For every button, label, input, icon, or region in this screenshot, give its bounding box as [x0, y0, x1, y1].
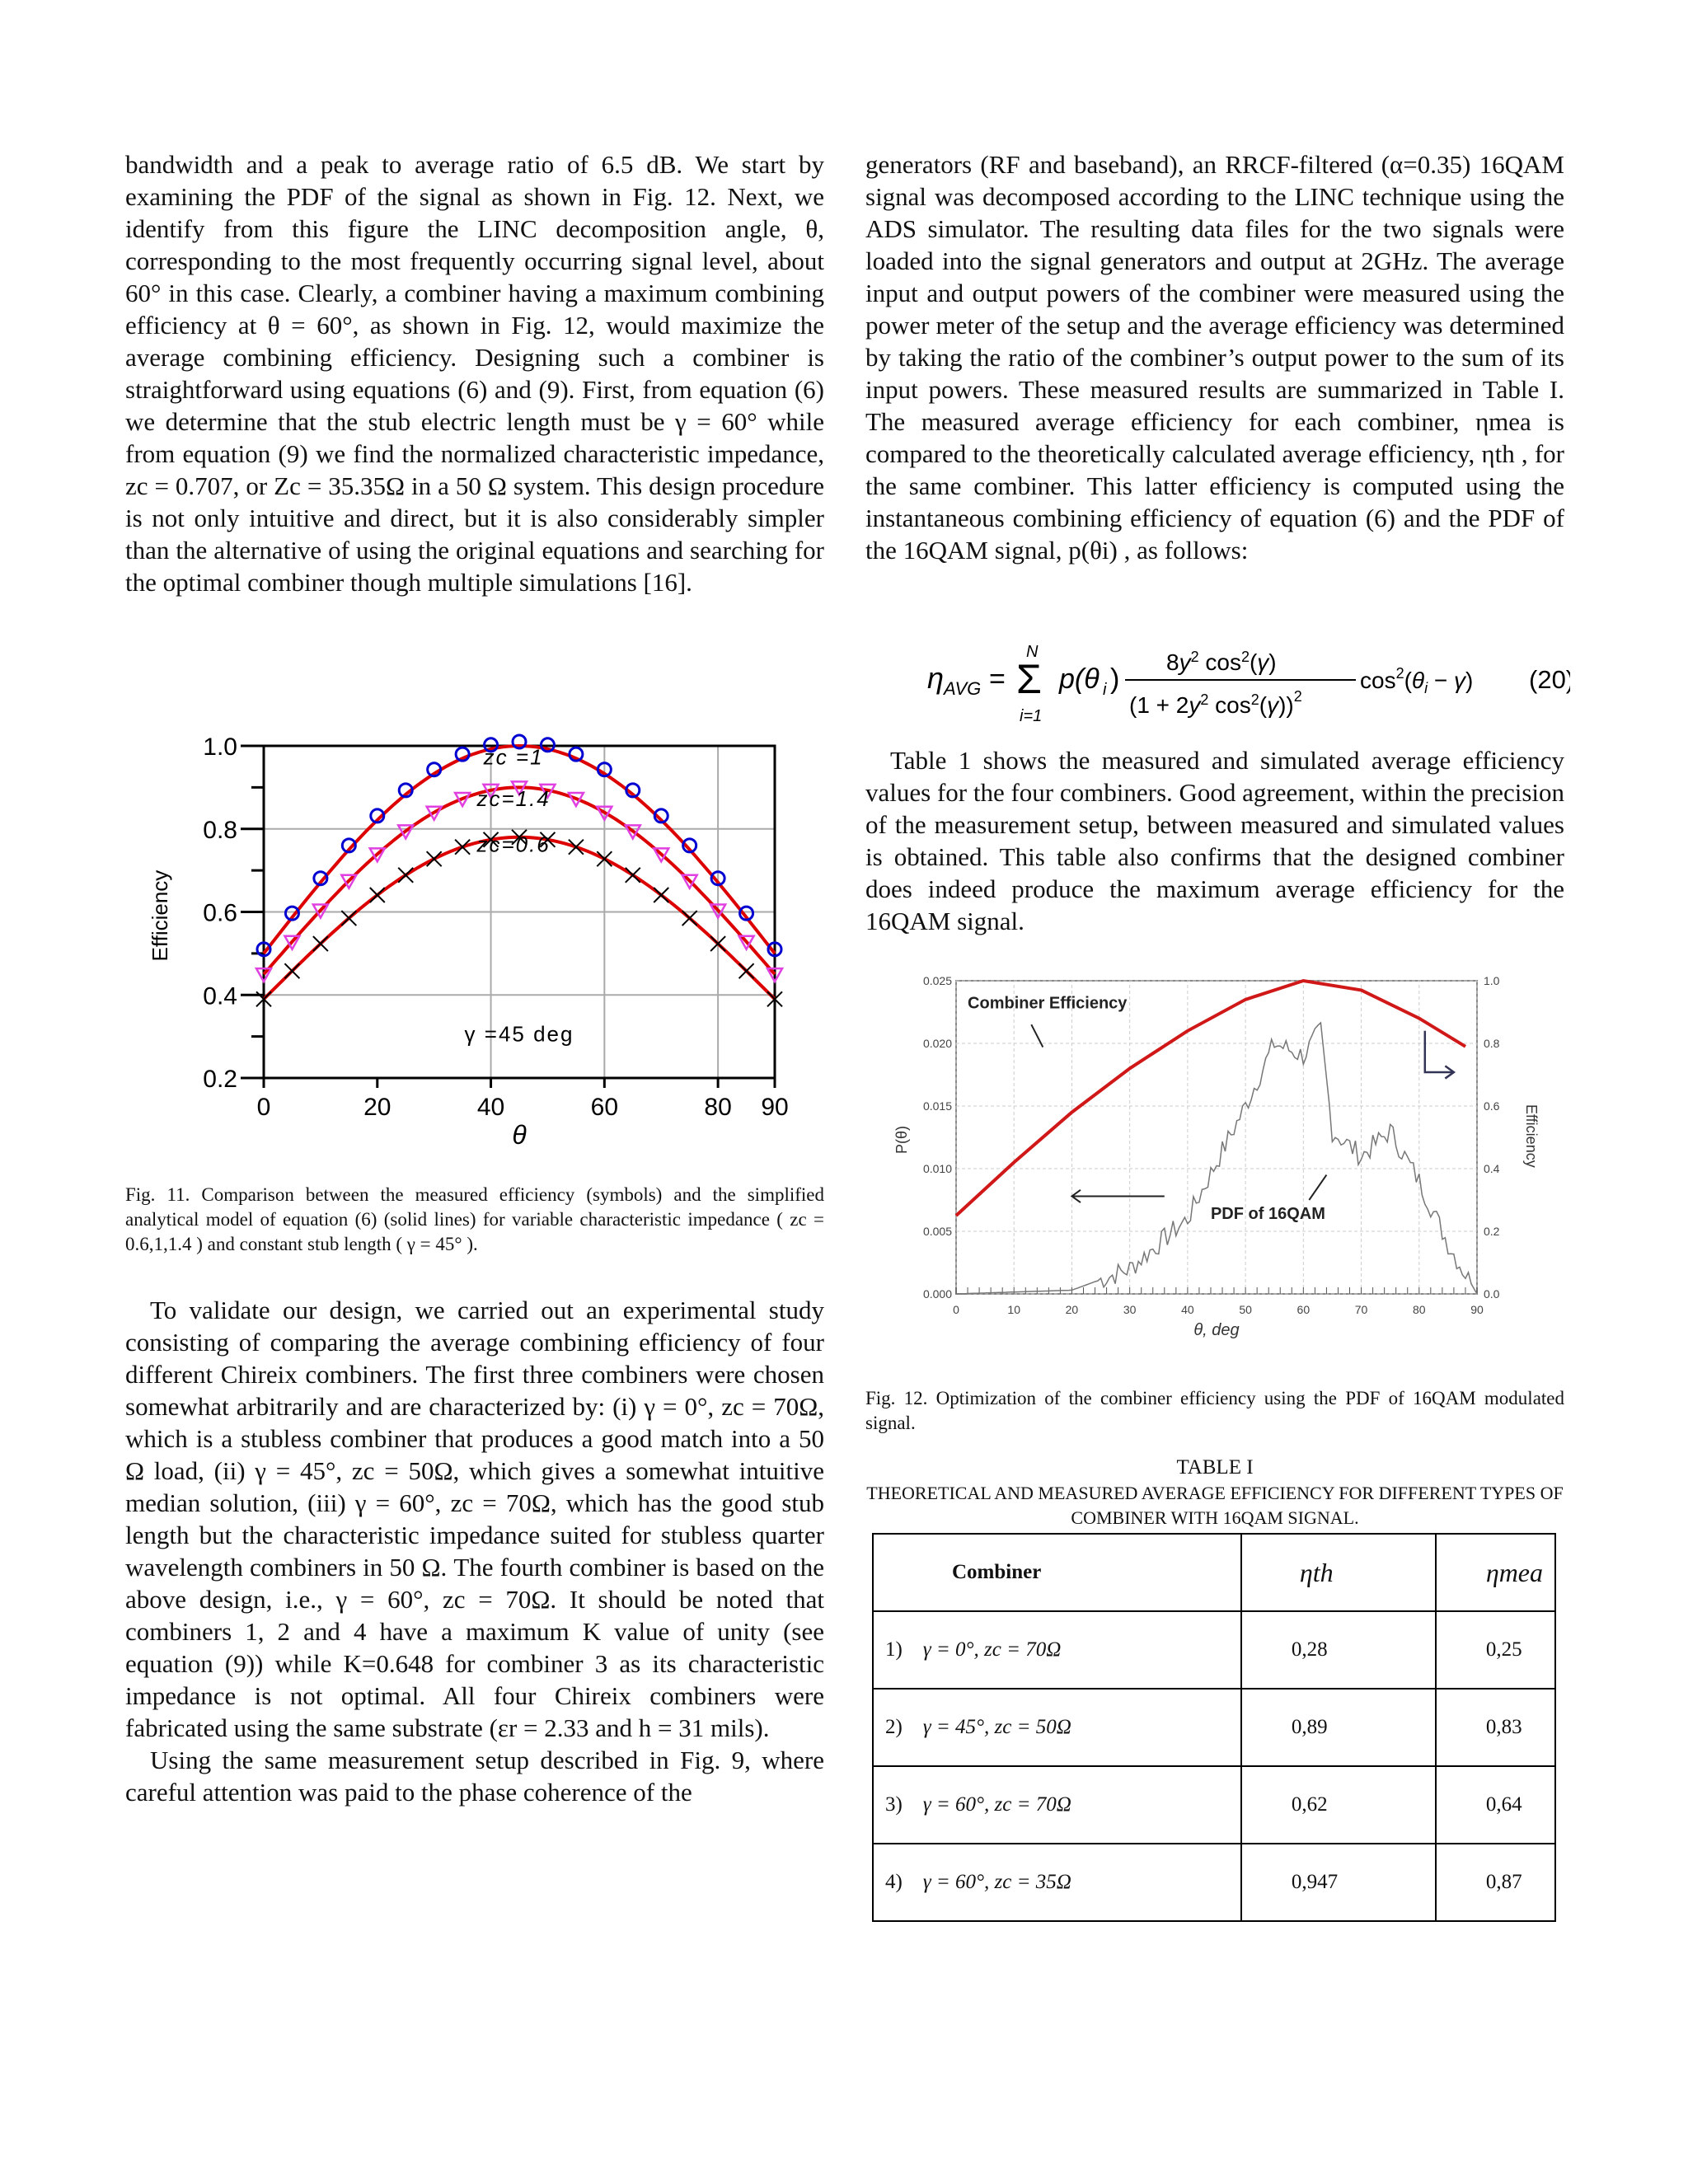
row-eta-mea: 0,83	[1436, 1689, 1555, 1766]
data-point	[313, 936, 328, 951]
results-table	[872, 1533, 1556, 1922]
y-tick-label: 1.0	[203, 733, 237, 761]
series-label: zc =1	[483, 744, 544, 770]
y-tick-label: 0.6	[203, 899, 237, 927]
table-row	[873, 1766, 1555, 1844]
svg-text:AVG: AVG	[944, 678, 982, 699]
row-eta-th: 0,62	[1241, 1766, 1436, 1844]
annotation-pdf: PDF of 16QAM	[1210, 1204, 1325, 1223]
table-row	[873, 1844, 1555, 1921]
header-eta-th: ηth	[1241, 1534, 1436, 1611]
left-paragraph-3: Using the same measurement setup described in Fig. 9, where careful attention was paid to the phase coherence of the	[125, 1746, 824, 1807]
x-tick-label: 70	[1354, 1303, 1368, 1316]
y2-tick-label: 1.0	[1484, 974, 1500, 987]
x-tick-label: 0	[953, 1303, 959, 1316]
x-axis-label: θ, deg	[1193, 1321, 1240, 1339]
fig12-chart	[890, 964, 1550, 1376]
equation-20-graphic	[927, 639, 1570, 729]
data-point	[682, 911, 697, 926]
y-tick-label: 0.2	[203, 1066, 237, 1093]
svg-text:(1 + 2y2 cos2(γ))2: ($1 + 2y^2$ $\cos^2(\gamma))^2$	[1129, 688, 1302, 718]
row-label: γ = 0°, zc = 70Ω	[922, 1638, 1062, 1661]
x-tick-label: 20	[1065, 1303, 1079, 1316]
x-tick-label: 40	[476, 1094, 505, 1121]
row-number: 3)	[885, 1793, 903, 1816]
plot-frame	[956, 981, 1477, 1294]
row-label: γ = 60°, zc = 35Ω	[922, 1871, 1071, 1893]
annotation-combiner-efficiency: Combiner Efficiency	[968, 994, 1128, 1013]
header-combiner: Combiner	[873, 1534, 1241, 1611]
table-title: TABLE I	[1176, 1456, 1254, 1479]
x-tick-label: 0	[256, 1094, 271, 1121]
y2-tick-label: 0.4	[1484, 1162, 1500, 1175]
x-tick-label: 80	[704, 1094, 732, 1121]
row-eta-th: 0,947	[1241, 1844, 1436, 1921]
y-axis-label: Efficiency	[148, 869, 172, 962]
right-paragraph-2: Table 1 shows the measured and simulated average efficiency values for the four combiners. Good agreement, within the precision of the measurement setup, between measured and simulated values is obtained. This table also confirms that the designed combiner does indeed produce the maximum average efficiency for the 16QAM signal.	[865, 746, 1564, 935]
x-tick-label: 10	[1007, 1303, 1021, 1316]
row-number: 1)	[885, 1638, 903, 1661]
equation-number: (20)	[1529, 665, 1570, 694]
fig11-chart	[144, 733, 804, 1162]
y-tick-label: 0.8	[203, 816, 237, 844]
y-tick-label: 0.010	[922, 1162, 952, 1175]
y2-tick-label: 0.0	[1484, 1287, 1500, 1301]
row-number: 4)	[885, 1871, 903, 1893]
row-eta-mea: 0,25	[1436, 1611, 1555, 1689]
svg-text:p(θ: p(θ	[1059, 663, 1100, 695]
data-point	[398, 868, 413, 883]
x-tick-label: 40	[1181, 1303, 1194, 1316]
table-subtitle: THEORETICAL AND MEASURED AVERAGE EFFICIENCY FOR DIFFERENT TYPES OF COMBINER WITH 16QAM SIGNAL.	[866, 1483, 1564, 1528]
y2-tick-label: 0.6	[1484, 1099, 1500, 1113]
data-point	[654, 888, 668, 902]
table-header-row	[873, 1534, 1555, 1611]
annotation: γ =45 deg	[464, 1021, 574, 1047]
x-tick-label: 60	[590, 1094, 619, 1121]
data-point	[370, 888, 385, 902]
x-tick-label: 90	[761, 1094, 789, 1121]
row-eta-th: 0,89	[1241, 1689, 1436, 1766]
left-column	[125, 148, 824, 598]
row-label: γ = 60°, zc = 70Ω	[922, 1793, 1071, 1816]
x-tick-label: 90	[1470, 1303, 1484, 1316]
fig12-plot	[893, 974, 1540, 1339]
series-label: zc=1.4	[476, 786, 551, 812]
data-point	[739, 963, 754, 978]
right-paragraph-1: generators (RF and baseband), an RRCF-filtered (α=0.35) 16QAM signal was decomposed according to the LINC technique using the ADS simulator. The resulting data files for the two signals were loaded into the signal generators and output at 2GHz. The average input and output powers of the combiner were measured using the power meter of the setup and the average efficiency was determined by taking the ratio of the combiner’s output power to the sum of its input powers. These measured results are summarized in Table I. The measured average efficiency for each combiner, ηmea is compared to the theoretically calculated average efficiency, ηth , for the same combiner. This latter efficiency is computed using the instantaneous combining efficiency of equation (6) and the PDF of the 16QAM signal, p(θi) , as follows:	[865, 150, 1564, 565]
svg-text:i=1: i=1	[1020, 707, 1043, 725]
data-point	[626, 868, 640, 883]
series-label: zc=0.6	[476, 832, 551, 857]
series-line	[264, 787, 775, 974]
fig11-plot	[148, 733, 789, 1150]
svg-text:i: i	[1103, 681, 1107, 699]
x-tick-label: 30	[1123, 1303, 1137, 1316]
right-column-middle	[865, 744, 1564, 937]
equation-20	[927, 639, 1570, 729]
y2-tick-label: 0.2	[1484, 1225, 1500, 1238]
data-point	[427, 851, 442, 866]
left-paragraph-2: To validate our design, we carried out an experimental study consisting of comparing the average combining efficiency of four different Chireix combiners. The first three combiners were chosen somewhat arbitrarily and are characterized by: (i) γ = 0°, zc = 70Ω, which is a stubless combiner that produces a good match into a 50 Ω load, (ii) γ = 45°, zc = 50Ω, which gives a somewhat intuitive median solution, (iii) γ = 60°, zc = 70Ω, which has the good stub length but the characteristic impedance suited for stubless quarter wavelength combiners in 50 Ω. The fourth combiner is based on the above design, i.e., γ = 60°, zc = 70Ω. It should be noted that combiners 1, 2 and 4 have a maximum K value of unity (see equation (9)) while K=0.648 for combiner 3 as its characteristic impedance is not optimal. All four Chireix combiners were fabricated using the same substrate (εr = 2.33 and h = 31 mils).	[125, 1296, 824, 1742]
svg-text:): )	[1110, 663, 1120, 695]
y-tick-label: 0.025	[922, 974, 952, 987]
y-axis-label: P(θ)	[893, 1125, 910, 1154]
y2-axis-label: Efficiency	[1523, 1104, 1540, 1168]
svg-text:=: =	[989, 663, 1006, 695]
fig11-caption: Fig. 11. Comparison between the measured efficiency (symbols) and the simplified analytical model of equation (6) (solid lines) for variable characteristic impedance ( zc = 0.6,1,1.4 ) and constant stub length ( γ = 45° ).	[125, 1184, 824, 1254]
table-row	[873, 1611, 1555, 1689]
y-tick-label: 0.005	[922, 1225, 952, 1238]
data-point	[284, 963, 299, 978]
row-number: 2)	[885, 1716, 903, 1738]
row-eta-mea: 0,87	[1436, 1844, 1555, 1921]
row-eta-mea: 0,64	[1436, 1766, 1555, 1844]
left-column-lower	[125, 1294, 824, 1808]
left-paragraph-1: bandwidth and a peak to average ratio of 6.5 dB. We start by examining the PDF of the signal as shown in Fig. 12. Next, we identify from this figure the LINC decomposition angle, θ, corresponding to the most frequently occurring signal level, about 60° in this case. Clearly, a combiner having a maximum combining efficiency at θ = 60°, as shown in Fig. 12, would maximize the average combining efficiency. Designing such a combiner is straightforward using equations (6) and (9). First, from equation (6) we determine that the stub electric length must be γ = 60° while from equation (9) we find the normalized characteristic impedance, zc = 0.707, or Zc = 35.35Ω in a 50 Ω system. This design procedure is not only intuitive and direct, but it is also considerably simpler than the alternative of using the original equations and searching for the optimal combiner though multiple simulations [16].	[125, 150, 824, 597]
y-tick-label: 0.015	[922, 1099, 952, 1113]
svg-text:cos2(θi − γ): $\cos^2(\theta_i - \gamma)$	[1360, 665, 1474, 696]
svg-text:Σ: Σ	[1016, 656, 1042, 702]
y-tick-label: 0.000	[922, 1287, 952, 1301]
svg-text:η: η	[927, 661, 944, 695]
table-row	[873, 1689, 1555, 1766]
y-tick-label: 0.020	[922, 1037, 952, 1050]
row-eta-th: 0,28	[1241, 1611, 1436, 1689]
x-tick-label: 20	[363, 1094, 392, 1121]
x-axis-label: θ	[512, 1120, 527, 1150]
x-tick-label: 60	[1296, 1303, 1311, 1316]
x-tick-label: 80	[1412, 1303, 1426, 1316]
header-eta-mea: ηmea	[1436, 1534, 1555, 1611]
x-tick-label: 50	[1239, 1303, 1252, 1316]
y2-tick-label: 0.8	[1484, 1037, 1500, 1050]
fig12-caption: Fig. 12. Optimization of the combiner efficiency using the PDF of 16QAM modulated signal.	[865, 1388, 1564, 1433]
row-label: γ = 45°, zc = 50Ω	[922, 1716, 1071, 1738]
y-tick-label: 0.4	[203, 982, 237, 1010]
svg-text:N: N	[1026, 643, 1039, 661]
data-point	[341, 911, 356, 926]
svg-text:8y2 cos2(γ): $8y^2$ $\cos^2(\gamma)$	[1166, 649, 1277, 675]
right-column	[865, 148, 1564, 566]
